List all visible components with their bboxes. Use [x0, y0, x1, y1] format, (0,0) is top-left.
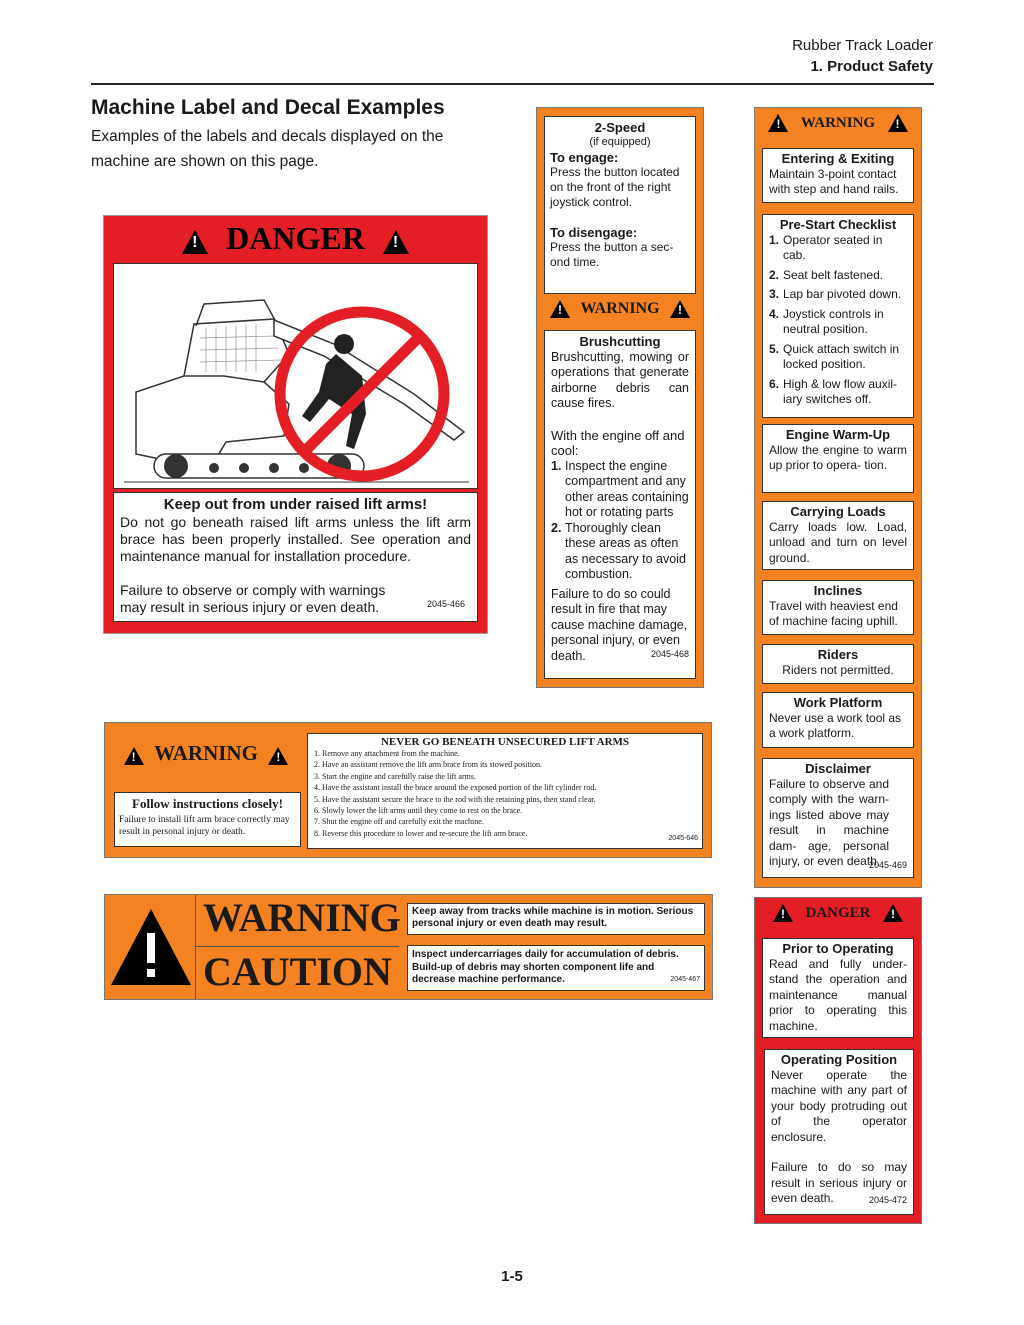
- two-speed-title: 2-Speed: [594, 120, 646, 135]
- list-item: 2. Have an assistant remove the lift arm brace from its stowed position.: [314, 760, 542, 770]
- right-danger-heading-row: [755, 904, 921, 922]
- danger-body: Do not go beneath raised lift arms unless the lift arm brace has been properly installed. See operation and maintenance manual for installation procedure.: [120, 514, 471, 564]
- brush-warning-heading-row: [537, 300, 703, 318]
- list-item: 6. Slowly lower the lift arms until they come to rest on the brace.: [314, 806, 523, 816]
- warning-triangle-icon: !: [670, 300, 690, 318]
- decal-code: 2045-646: [668, 835, 698, 842]
- operating-position-panel: Operating Position Never operate the machine with any part of your body protruding out of the operator enclosure. Failure to do so may result in serious injury or even death. 2045-472: [764, 1049, 914, 1215]
- page-title: Machine Label and Decal Examples: [91, 96, 445, 119]
- list-item: 2. Seat belt fastened.: [769, 267, 884, 282]
- list-item: 5. Have the assistant secure the brace to the rod with the retaining pins, then stand clear.: [314, 794, 596, 804]
- warning-triangle-icon: !: [888, 114, 908, 132]
- warning-triangle-icon: !: [182, 230, 208, 254]
- warning-triangle-icon: !: [383, 230, 409, 254]
- warning-triangle-icon: !: [883, 904, 903, 922]
- header-divider: [91, 83, 934, 85]
- brushcutting-failure: Failure to do so could result in fire that may cause machine damage, personal injury, or even death.: [551, 586, 688, 663]
- disengage-heading: To disengage:: [550, 225, 638, 240]
- lift-arm-brace-decal: [104, 722, 712, 858]
- follow-heading: Follow instructions closely!: [132, 796, 283, 811]
- track-caution-word: CAUTION: [203, 949, 392, 994]
- right-warning-decal: [754, 107, 922, 888]
- right-danger-decal: [754, 897, 922, 1224]
- page-number: 1-5: [501, 1268, 523, 1285]
- no-entry-under-lift-arms-pictogram-icon: [114, 264, 477, 488]
- list-item: 6. High & low flow auxil- iary switches off.: [769, 376, 898, 406]
- follow-text: Failure to install lift arm brace correctly may result in personal injury or death.: [119, 815, 290, 837]
- speed-brushcutting-decal: [536, 107, 704, 688]
- divider: [195, 946, 399, 947]
- danger-heading: DANGER: [226, 220, 365, 256]
- list-item: 4. Have the assistant install the brace around the exposed portion of the lift cylinder rod.: [314, 783, 597, 793]
- carrying-loads-panel: Carrying Loads Carry loads low. Load, unload and turn on level ground.: [762, 501, 914, 570]
- inclines-panel: Inclines Travel with heaviest end of machine facing uphill.: [762, 580, 914, 635]
- decal-code: 2045-468: [650, 648, 689, 659]
- two-speed-subtitle: (if equipped): [589, 136, 651, 148]
- danger-decal-lift-arms: [103, 215, 488, 634]
- list-item: 4. Joystick controls in neutral position.: [769, 306, 884, 336]
- brushcutting-panel: [544, 330, 696, 679]
- follow-instructions-panel: [114, 792, 301, 847]
- engage-text: Press the button located on the front of the right joystick control.: [550, 165, 680, 209]
- brushcutting-body: Brushcutting, mowing or operations that generate airborne debris can cause fires.: [551, 349, 689, 410]
- intro-paragraph: Examples of the labels and decals displayed on the machine are shown on this page.: [91, 128, 444, 170]
- entering-exiting-panel: Entering & Exiting Maintain 3-point contact with step and hand rails.: [762, 148, 914, 203]
- cool-intro: With the engine off and cool:: [551, 427, 685, 458]
- warning-triangle-icon: !: [773, 904, 793, 922]
- decal-code: 2045-472: [868, 1194, 907, 1205]
- work-platform-panel: Work Platform Never use a work tool as a work platform.: [762, 692, 914, 748]
- list-item: 1. Operator seated in cab.: [769, 232, 883, 262]
- right-warning-heading-row: [755, 114, 921, 132]
- header-section-title: 1. Product Safety: [810, 58, 933, 75]
- list-item: 8. Reverse this procedure to lower and re-secure the lift arm brace.: [314, 828, 528, 838]
- brush-warning-heading: WARNING: [580, 300, 660, 318]
- list-item: 2. Thoroughly clean these areas as often as necessary to avoid combustion.: [551, 520, 686, 581]
- disengage-text: Press the button a sec- ond time.: [550, 240, 674, 269]
- danger-failure-warning: Failure to observe or comply with warnings may result in serious injury or even death.: [120, 582, 386, 615]
- liftarm-heading-row: [109, 741, 303, 766]
- decal-code: 2045-469: [868, 859, 907, 870]
- right-danger-heading: DANGER: [805, 905, 871, 922]
- warning-triangle-icon: [109, 905, 193, 989]
- checklist-title: Pre-Start Checklist: [779, 217, 897, 232]
- danger-pictogram: [113, 263, 478, 489]
- danger-heading-row: [104, 220, 487, 257]
- divider: [195, 895, 196, 999]
- two-speed-panel: [544, 116, 696, 294]
- list-item: 3. Lap bar pivoted down.: [769, 287, 902, 301]
- list-item: 1. Remove any attachment from the machine.: [314, 749, 460, 758]
- danger-subtitle: Keep out from under raised lift arms!: [163, 496, 428, 513]
- liftarm-list-title: NEVER GO BENEATH UNSECURED LIFT ARMS: [380, 736, 630, 748]
- liftarm-steps-panel: [307, 733, 703, 849]
- engage-heading: To engage:: [550, 150, 619, 165]
- track-warning-message: Keep away from tracks while machine is in motion. Serious personal injury or even death may result.: [407, 903, 705, 935]
- list-item: 7. Shut the engine off and carefully exit the machine.: [314, 817, 484, 827]
- right-warning-heading: WARNING: [800, 115, 876, 132]
- list-item: 5. Quick attach switch in locked position.: [769, 341, 900, 371]
- prestart-checklist-panel: [762, 214, 914, 418]
- prior-to-operating-panel: Prior to Operating Read and fully under- stand the operation and maintenance manual prior to operating this machine.: [762, 938, 914, 1038]
- list-item: 3. Start the engine and carefully raise the lift arms.: [314, 771, 476, 781]
- warning-triangle-icon: !: [550, 300, 570, 318]
- danger-text-panel: [113, 492, 478, 622]
- brushcutting-title: Brushcutting: [579, 334, 661, 349]
- decal-code: 2045-467: [670, 975, 700, 983]
- warning-triangle-icon: !: [768, 114, 788, 132]
- track-warning-word: WARNING: [203, 895, 401, 940]
- engine-warmup-panel: Engine Warm-Up Allow the engine to warm up prior to opera- tion.: [762, 424, 914, 493]
- header-manual-title: Rubber Track Loader: [792, 37, 933, 54]
- track-warning-decal: [104, 894, 713, 1000]
- track-caution-message: Inspect undercarriages daily for accumulation of debris. Build-up of debris may shorten component life and decrease machine performance. 2045-467: [407, 945, 705, 991]
- warning-triangle-icon: !: [124, 747, 144, 765]
- list-item: 1. Inspect the engine compartment and any other areas containing hot or rotating parts: [551, 458, 689, 519]
- decal-code: 2045-466: [426, 599, 465, 609]
- riders-panel: Riders Riders not permitted.: [762, 644, 914, 684]
- disclaimer-panel: Disclaimer Failure to observe and comply with the warn- ings listed above may result in machine dam- age, personal injury, or even death. 2045-469: [762, 758, 914, 878]
- warning-triangle-icon: !: [268, 747, 288, 765]
- liftarm-warning-heading: WARNING: [154, 741, 258, 765]
